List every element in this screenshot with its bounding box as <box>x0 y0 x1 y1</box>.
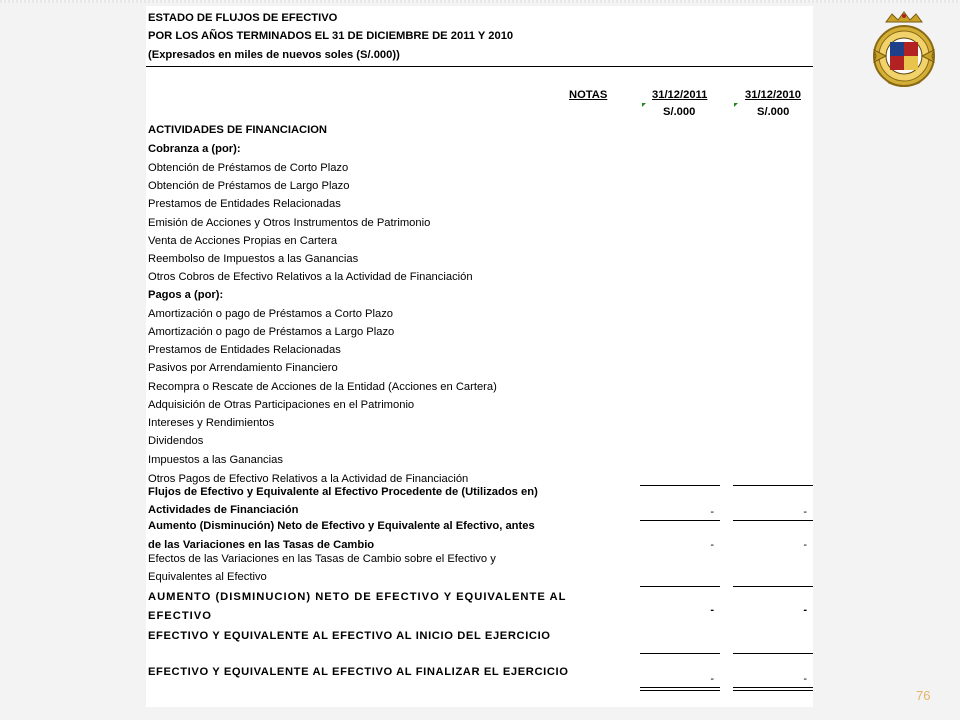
statement-period: POR LOS AÑOS TERMINADOS EL 31 DE DICIEMBRE DE 2011 Y 2010 <box>148 30 514 42</box>
double-rule <box>640 690 720 691</box>
line-item: Obtención de Préstamos de Largo Plazo <box>148 180 350 192</box>
col1-date-header: 31/12/2011 <box>652 89 708 101</box>
subtotal-rule <box>640 485 720 486</box>
page-number: 76 <box>916 688 931 703</box>
section-title: ACTIVIDADES DE FINANCIACION <box>148 124 328 136</box>
line-item: Reembolso de Impuestos a las Ganancias <box>148 253 359 265</box>
line-item: Amortización o pago de Préstamos a Corto Plazo <box>148 308 394 320</box>
financial-statement-sheet <box>146 6 813 707</box>
pagos-title: Pagos a (por): <box>148 289 224 301</box>
subtotal-rule <box>733 485 813 486</box>
subtotal-rule <box>733 520 813 521</box>
line-item: Intereses y Rendimientos <box>148 417 275 429</box>
crest-crown <box>886 12 922 22</box>
final-2011-value: - <box>710 673 714 685</box>
line-item: Prestamos de Entidades Relacionadas <box>148 344 341 356</box>
aumento-2010-value: - <box>803 539 807 551</box>
subtotal-rule <box>640 653 720 654</box>
line-item: Obtención de Préstamos de Corto Plazo <box>148 162 349 174</box>
aumento-neto-2010-value: - <box>803 604 807 616</box>
university-crest-logo <box>866 10 942 94</box>
aumento-2011-value: - <box>710 539 714 551</box>
col2-date-header: 31/12/2010 <box>745 89 801 101</box>
inicio-label: EFECTIVO Y EQUIVALENTE AL EFECTIVO AL INICIO DEL EJERCICIO <box>148 630 551 642</box>
flujos-2011-value: - <box>710 506 714 518</box>
subtotal-rule <box>733 653 813 654</box>
statement-title: ESTADO DE FLUJOS DE EFECTIVO <box>148 12 338 24</box>
col1-unit-header: S/.000 <box>663 106 696 118</box>
line-item: Venta de Acciones Propias en Cartera <box>148 235 338 247</box>
aumento-neto-label-1: AUMENTO (DISMINUCION) NETO DE EFECTIVO Y EQUIVALENTE AL <box>148 591 567 603</box>
efectos-label-2: Equivalentes al Efectivo <box>148 571 267 583</box>
comment-marker-icon <box>642 103 646 107</box>
line-item: Prestamos de Entidades Relacionadas <box>148 198 341 210</box>
header-divider <box>146 66 813 67</box>
col2-unit-header: S/.000 <box>757 106 790 118</box>
aumento-label-2: de las Variaciones en las Tasas de Cambio <box>148 539 375 551</box>
double-rule <box>733 687 813 688</box>
aumento-neto-label-2: EFECTIVO <box>148 610 212 622</box>
flujos-label-2: Actividades de Financiación <box>148 504 299 516</box>
line-item: Amortización o pago de Préstamos a Largo Plazo <box>148 326 395 338</box>
line-item: Otros Pagos de Efectivo Relativos a la Actividad de Financiación <box>148 473 469 485</box>
flujos-2010-value: - <box>803 506 807 518</box>
efectos-label-1: Efectos de las Variaciones en las Tasas de Cambio sobre el Efectivo y <box>148 553 496 565</box>
aumento-label-1: Aumento (Disminución) Neto de Efectivo y Equivalente al Efectivo, antes <box>148 520 535 532</box>
flujos-label-1: Flujos de Efectivo y Equivalente al Efectivo Procedente de (Utilizados en) <box>148 486 538 498</box>
double-rule <box>640 687 720 688</box>
line-item: Dividendos <box>148 435 204 447</box>
subtotal-rule <box>733 586 813 587</box>
line-item: Impuestos a las Ganancias <box>148 454 283 466</box>
subtotal-rule <box>640 520 720 521</box>
statement-units: (Expresados en miles de nuevos soles (S/.000)) <box>148 49 400 61</box>
background-strip <box>0 0 960 3</box>
double-rule <box>733 690 813 691</box>
line-item: Adquisición de Otras Participaciones en el Patrimonio <box>148 399 415 411</box>
line-item: Otros Cobros de Efectivo Relativos a la Actividad de Financiación <box>148 271 473 283</box>
final-2010-value: - <box>803 673 807 685</box>
line-item: Emisión de Acciones y Otros Instrumentos de Patrimonio <box>148 217 431 229</box>
aumento-neto-2011-value: - <box>710 604 714 616</box>
final-label: EFECTIVO Y EQUIVALENTE AL EFECTIVO AL FINALIZAR EL EJERCICIO <box>148 666 569 678</box>
comment-marker-icon <box>734 103 738 107</box>
notas-header: NOTAS <box>569 89 608 101</box>
line-item: Recompra o Rescate de Acciones de la Entidad (Acciones en Cartera) <box>148 381 497 393</box>
subtotal-rule <box>640 586 720 587</box>
line-item: Pasivos por Arrendamiento Financiero <box>148 362 338 374</box>
cobranza-title: Cobranza a (por): <box>148 143 241 155</box>
